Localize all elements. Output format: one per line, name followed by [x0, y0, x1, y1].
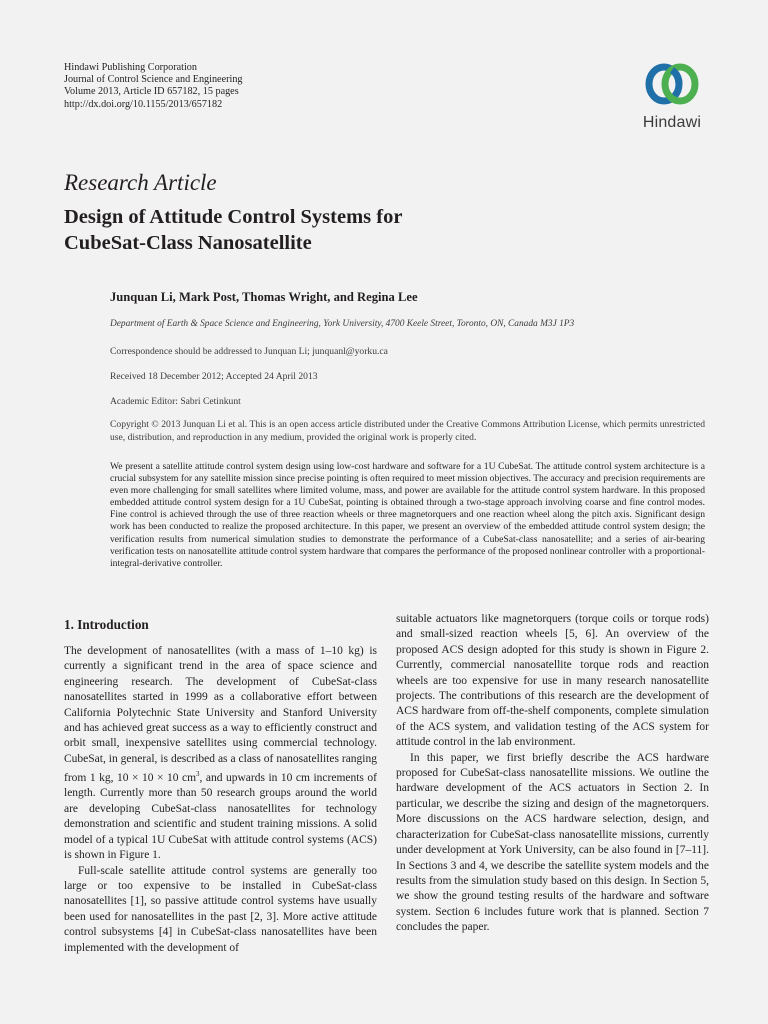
- article-title: [64, 204, 704, 256]
- section-heading: 1. Introduction: [64, 617, 149, 632]
- superscript: 3: [196, 770, 200, 779]
- correspondence: Correspondence should be addressed to Junquan Li; junquanl@yorku.ca: [110, 346, 388, 357]
- left-column: [64, 616, 377, 956]
- copyright-notice: Copyright © 2013 Junquan Li et al. This is an open access article distributed under the Creative Commons Attribution License, which permits unrestricted use, distribution, and reproduction in any medium, provided the original work is properly cited.: [110, 419, 705, 444]
- journal-masthead: [64, 62, 243, 111]
- intro-paragraph-4: In this paper, we first briefly describe the ACS hardware proposed for CubeSat-class nanosatellite missions. We outline the hardware development of the ACS actuators in Section 2. In particular, we describe the sizing and design of the magnetorquers. More discussions on the ACS hardware selection, design, and characterization for CubeSat-class nanosatellite missions, currently under development at York University, can be also found in [7–11]. In Sections 3 and 4, we describe the satellite system models and the results from the simulation study based on this design. In Section 5, we show the ground testing results of the hardware and software system. Section 6 includes future work that is planned. Section 7 concludes the paper.: [396, 751, 709, 934]
- intro-paragraph-3: suitable actuators like magnetorquers (torque coils or torque rods) and small-sized reaction wheels [5, 6]. An overview of the proposed ACS design adopted for this study is shown in Figure 2. Currently, commercial nanosatellite torque rods and reaction wheels are too expensive for use in many research nanosatellite projects. The contributions of this research are the development of ACS hardware from off-the-shelf components, complete simulation of the ACS system, and validation testing of the ACS system for attitude control in the lab environment.: [396, 613, 709, 749]
- hindawi-logo: [636, 60, 710, 136]
- hindawi-rings-icon: [642, 60, 702, 108]
- title-line-1: Design of Attitude Control Systems for: [64, 206, 403, 228]
- volume-info: Volume 2013, Article ID 657182, 15 pages: [64, 86, 239, 98]
- intro-p1-text: The development of nanosatellites (with a mass of 1–10 kg) is currently a significant trend in the area of space science and engineering research. The development of CubeSat-class nanosatellites started in 1999 as a collaborative effort between California Polytechnic State University and Stanford University and has achieved great success as a way to efficiently construct and orbit small, inexpensive satellites using commercial technology. CubeSat, in general, is described as a class of nanosatellites ranging from 1 kg, 10 × 10 × 10 cm: [64, 645, 377, 785]
- right-column: [396, 612, 709, 936]
- journal-name: Journal of Control Science and Engineering: [64, 74, 243, 86]
- doi-link[interactable]: http://dx.doi.org/10.1155/2013/657182: [64, 98, 223, 110]
- intro-p1-text-cont: , and upwards in 10 cm increments of length. Currently more than 50 research groups around the world are developing CubeSat-class nanosatellites for technology demonstration and scientific and student training missions. A solid model of a typical 1U CubeSat with attitude control systems (ACS) is shown in Figure 1.: [64, 772, 377, 862]
- intro-paragraph-2: Full-scale satellite attitude control systems are generally too large or too expensive to be installed in CubeSat-class nanosatellites [1], so passive attitude control systems have usually been used for nanosatellites in the past [2, 3]. More active attitude control subsystems [4] in CubeSat-class nanosatellites have been implemented with the development of: [64, 864, 377, 954]
- title-line-2: CubeSat-Class Nanosatellite: [64, 232, 312, 254]
- abstract: We present a satellite attitude control system design using low-cost hardware and software for a 1U CubeSat. The attitude control system architecture is a crucial subsystem for any satellite mission since precise pointing is often required to meet mission objectives. The accuracy and precision requirements are even more challenging for small satellites where limited volume, mass, and power are available for the attitude control system hardware. In this proposed embedded attitude control system design for a 1U CubeSat, pointing is obtained through a two-stage approach involving coarse and fine control modes. Fine control is achieved through the use of three reaction wheels or three magnetorquers and one reaction wheel along the pitch axis. Significant design work has been conducted to realize the proposed architecture. In this paper, we present an overview of the embedded attitude control system design; the verification results from numerical simulation studies to demonstrate the performance of a CubeSat-class nanosatellite; and a series of air-bearing verification tests on nanosatellite attitude control system hardware that compares the performance of the proposed nonlinear controller with a proportional-integral-derivative controller.: [110, 461, 705, 569]
- affiliation: Department of Earth & Space Science and Engineering, York University, 4700 Keele Street, Toronto, ON, Canada M3J 1P3: [110, 319, 575, 329]
- academic-editor: Academic Editor: Sabri Cetinkunt: [110, 396, 241, 407]
- article-type: Research Article: [64, 170, 217, 195]
- intro-paragraph-1: [64, 644, 377, 864]
- publisher-name: Hindawi Publishing Corporation: [64, 62, 197, 73]
- author-list: Junquan Li, Mark Post, Thomas Wright, and Regina Lee: [110, 290, 418, 304]
- received-dates: Received 18 December 2012; Accepted 24 April 2013: [110, 371, 318, 382]
- hindawi-logo-text: Hindawi: [642, 114, 702, 131]
